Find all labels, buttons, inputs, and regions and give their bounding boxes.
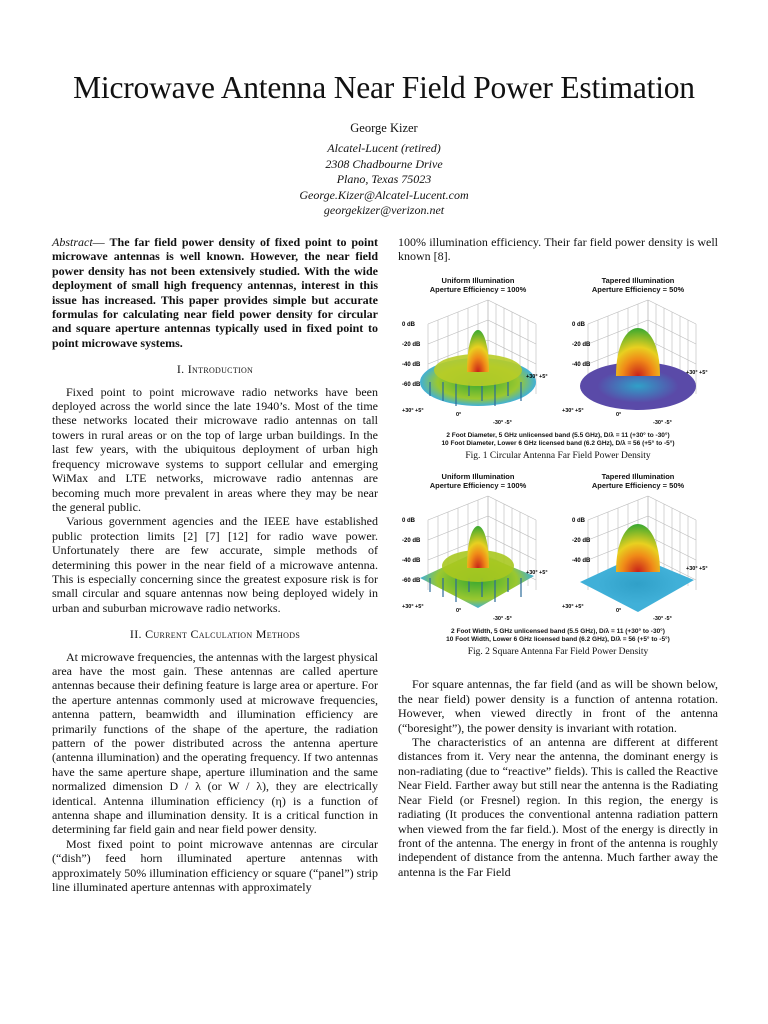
panel-title [558,276,718,294]
abstract [52,235,378,350]
db-axis-label: -40 dB [572,557,591,564]
figure-panels [398,276,718,432]
figure-panel [398,472,558,628]
radiation-pattern-plot [558,490,718,625]
figure-panel [398,276,558,432]
figure-caption: Fig. 2 Square Antenna Far Field Power Density [467,647,649,658]
angle-label-plus-right: +30° +5° [686,369,708,376]
panel-title [558,472,718,490]
angle-label-zero: 0° [616,607,622,614]
right-column [398,235,718,879]
main-lobe [616,328,660,376]
paragraph: Most fixed point to point microwave antennas are circular (“dish”) feed horn illuminated aperture antennas with approximately 50% illumination efficiency or square (“panel”) strip line illuminated aperture antennas with approximately [52,836,378,895]
angle-label-plus-left: +30° +5° [562,603,584,610]
db-axis-label: -60 dB [402,577,421,584]
figure-panel [558,276,718,432]
abstract-label: Abstract [52,235,93,249]
db-axis-label: -20 dB [402,537,421,544]
subcaption-line: 2 Foot Width, 5 GHz unlicensed band (5.5 GHz), D/λ = 11 (+30° to -30°) [451,628,665,636]
paragraph: For square antennas, the far field (and as will be shown below, the near field) power density is a function of antenna rotation. However, when viewed directly in front of the antenna (“boresight”), the power density is invariant with rotation. [398,677,718,735]
affiliation-line: Plano, Texas 75023 [336,172,432,186]
main-lobe [467,526,489,568]
panel-title-line: Tapered Illumination [601,275,675,285]
panel-title-line: Uniform Illumination [441,275,515,285]
main-lobe [467,330,489,372]
radiation-pattern-plot [558,294,718,429]
angle-label-zero: 0° [616,411,622,418]
panel-title-line: Aperture Efficiency = 100% [429,480,527,490]
affiliation-block [0,141,768,219]
db-axis-label: 0 dB [572,321,586,328]
subcaption-line: 10 Foot Width, Lower 6 GHz licensed band (6.2 GHz), D/λ = 56 (+5° to -5°) [446,636,670,644]
paper-title: Microwave Antenna Near Field Power Estimation [73,70,695,105]
panel-title-line: Uniform Illumination [441,471,515,481]
db-axis-label: 0 dB [402,517,416,524]
angle-label-minus: -30° -5° [493,615,512,622]
subcaption-line: 10 Foot Diameter, Lower 6 GHz licensed band (6.2 GHz), D/λ = 56 (+5° to -5°) [441,440,675,448]
panel-title-line: Aperture Efficiency = 100% [429,284,527,294]
figure-panel [558,472,718,628]
abstract-text: The far field power density of fixed point to point microwave antennas is well known. However, the near field power density has not been extensively studied. With the wide deployment of small high frequency antennas, interest in this issue has increased. This paper provides simple but accurate formulas for calculating near field power density for circular and square aperture antennas typically used in fixed point to point microwave systems. [52,235,378,350]
angle-label-minus: -30° -5° [653,419,672,426]
angle-label-plus-left: +30° +5° [402,407,424,414]
main-lobe [616,524,660,572]
radiation-pattern-plot [398,294,558,429]
panel-title [398,276,558,294]
left-column [52,235,378,894]
paragraph: 100% illumination efficiency. Their far field power density is well known [8]. [398,235,718,264]
db-axis-label: -40 dB [572,361,591,368]
angle-label-plus-right: +30° +5° [526,373,548,380]
affiliation-line: 2308 Chadbourne Drive [325,156,443,171]
panel-title-line: Aperture Efficiency = 50% [591,480,685,490]
section-heading: I. Introduction [176,362,254,377]
subcaption-line: 2 Foot Diameter, 5 GHz unlicensed band (5.5 GHz), D/λ = 11 (+30° to -30°) [446,432,670,440]
paragraph: Various government agencies and the IEEE have established public protection limits [2] [7] [12] for radio wave power. Unfortunately there are few accurate, simple methods of determining this power in the near field of a microwave antenna. This is especially concerning since the greatest exposure risk is for small circular and square antennas now being deployed widely in urban and suburban microwave radio networks. [52,514,378,615]
paragraph: The characteristics of an antenna are different at different distances from it. Very near the antenna, the dominant energy is non-radiating (due to “reactive” fields). This is called the Reactive Near Field. Farther away but still near the antenna is the Radiating Near Field (or Fresnel) region. In this region, the energy is radiating (It produces the conventional antenna radiation pattern when viewed from the far field.). Most of the energy is directly in front of the antenna. The energy in front of the antenna is roughly independent of distance from the antenna. Much farther away the antenna is the Far Field [398,735,718,879]
angle-label-plus-right: +30° +5° [526,569,548,576]
paragraph: At microwave frequencies, the antennas with the largest physical area have the most gain. These antennas are called aperture antennas because their defining feature is large area or aperture. For the aperture antennas commonly used at microwave frequencies, antenna pattern, beamwidth and illumination efficiency are primarily functions of the shape of the aperture, the radiation pattern of the power distributed across the antenna aperture (antenna illumination) and the operating frequency. If two antennas have the same aperture shape, aperture illumination and the same normalized dimension D / λ (or W / λ), they are electrically identical. Antenna illumination efficiency (η) is a function of antenna shape and illumination density. It is a critical function in determining far field gain and near field power density. [52,649,379,837]
panel-title-line: Aperture Efficiency = 50% [591,284,685,294]
angle-label-plus-left: +30° +5° [402,603,424,610]
angle-label-zero: 0° [456,607,462,614]
paragraph: Fixed point to point microwave radio networks have been deployed across the world since the late 1940’s. Most of the time these networks located their microwave radio antennas on tall towers in rural areas or on the top of large urban buildings. In the last few years, with the ubiquitous deployment of urban high frequency microwave systems to support cellular and emerging WiMax and LTE networks, microwave radio antennas are becoming much more prevalent in areas where they may be near the general public. [52,384,378,514]
affiliation-email: georgekizer@verizon.net [323,203,445,217]
db-axis-label: -40 dB [402,557,421,564]
db-axis-label: 0 dB [572,517,586,524]
db-axis-label: 0 dB [402,321,416,328]
radiation-pattern-plot [398,490,558,625]
angle-label-plus-left: +30° +5° [562,407,584,414]
db-axis-label: -20 dB [572,537,591,544]
angle-label-minus: -30° -5° [653,615,672,622]
figure-panels [398,472,718,628]
affiliation-line: Alcatel-Lucent (retired) [327,141,441,155]
figure-2 [398,472,718,660]
abstract-dash: — [92,235,110,249]
db-axis-label: -40 dB [402,361,421,368]
section-heading: II. Current Calculation Methods [129,627,301,642]
panel-title-line: Tapered Illumination [601,471,675,481]
angle-label-plus-right: +30° +5° [686,565,708,572]
db-axis-label: -20 dB [572,341,591,348]
panel-title [398,472,558,490]
db-axis-label: -60 dB [402,381,421,388]
db-axis-label: -20 dB [402,341,421,348]
figure-caption: Fig. 1 Circular Antenna Far Field Power Density [465,451,651,462]
figure-subcaption [398,628,718,644]
angle-label-zero: 0° [456,411,462,418]
figure-1 [398,276,718,464]
affiliation-email: George.Kizer@Alcatel-Lucent.com [299,187,469,202]
figure-subcaption [398,432,718,448]
author-name: George Kizer [350,121,418,135]
angle-label-minus: -30° -5° [493,419,512,426]
